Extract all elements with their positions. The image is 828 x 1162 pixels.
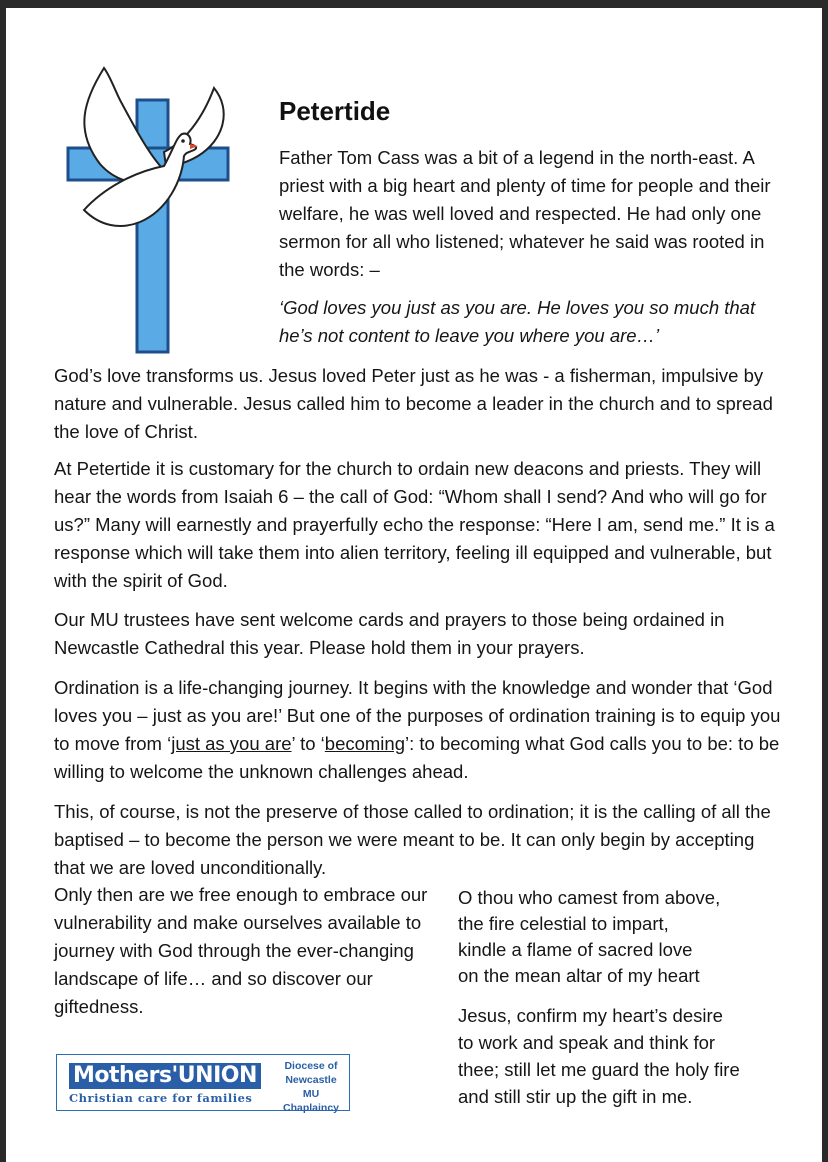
hymn-verse-2 xyxy=(458,1002,788,1110)
hymn-line: and still stir up the gift in me. xyxy=(458,1086,693,1107)
body-paragraph-3: Our MU trustees have sent welcome cards and prayers to those being ordained in Newcastle Cathedral this year. Please hold them in your prayers. xyxy=(54,609,725,658)
hymn-line: the fire celestial to impart, xyxy=(458,913,669,934)
hymn-line: thee; still let me guard the holy fire xyxy=(458,1059,740,1080)
mu-logo-wordmark: Mothers'UNION xyxy=(69,1063,261,1089)
body-paragraph-4 xyxy=(54,674,784,786)
mu-side-line: Diocese of xyxy=(284,1060,338,1072)
body-paragraph-1: God’s love transforms us. Jesus loved Peter just as he was - a fisherman, impulsive by nature and vulnerable. Jesus called him to become a leader in the church and to spread the love of Christ. xyxy=(54,365,773,442)
mu-side-line: MU Chaplaincy xyxy=(282,1088,340,1114)
body4-underlined-1: just as you are xyxy=(171,733,292,754)
hymn-line: kindle a flame of sacred love xyxy=(458,939,693,960)
mu-logo-tagline: Christian care for families xyxy=(69,1091,253,1105)
body4-text-3: ’: to becoming what God calls you to be: to be willing to welcome the unknown challenges ahead. xyxy=(54,733,780,782)
body4-text-1: Ordination is a life-changing journey. It begins with the knowledge and wonder that ‘God loves you – just as you are!’ But one of the purposes of ordination training is to equip you to move from ‘ xyxy=(54,677,781,754)
body-paragraph-6: Only then are we free enough to embrace our vulnerability and make ourselves available to journey with God through the ever-changing landscape of life… and so discover our giftedness. xyxy=(54,884,428,1017)
body-paragraph-5: This, of course, is not the preserve of those called to ordination; it is the calling of all the baptised – to become the person we were meant to be. It can only begin by accepting that we are loved unconditionally. xyxy=(54,801,771,878)
body4-text-2: ’ to ‘ xyxy=(291,733,325,754)
cross-and-dove-icon xyxy=(64,60,244,356)
mothers-union-logo xyxy=(56,1054,350,1114)
body-paragraph-2: At Petertide it is customary for the church to ordain new deacons and priests. They will hear the words from Isaiah 6 – the call of God: “Whom shall I send? And who will go for us?” Many will earnestly and prayerfully echo the response: “Here I am, send me.” It is a response which will take them into alien territory, feeling ill equipped and vulnerable, but with the spirit of God. xyxy=(54,458,775,591)
hymn-line: on the mean altar of my heart xyxy=(458,965,700,986)
body4-underlined-2: becoming xyxy=(324,733,405,754)
document-page xyxy=(6,8,822,1162)
mu-chaplaincy-label xyxy=(275,1059,347,1115)
intro-paragraph: Father Tom Cass was a bit of a legend in the north-east. A priest with a big heart and plenty of time for people and their welfare, he was well loved and respected. He had only one sermon for all who listened; whatever he said was rooted in the words: – xyxy=(279,147,771,280)
page-title: Petertide xyxy=(279,96,391,126)
mu-side-line: Newcastle xyxy=(285,1074,337,1086)
hymn-line: to work and speak and think for xyxy=(458,1032,716,1053)
hymn-verse-1 xyxy=(458,885,788,989)
quote-paragraph: ‘God loves you just as you are. He loves you so much that he’s not content to leave you where you are…’ xyxy=(279,297,756,346)
hymn-line: Jesus, confirm my heart’s desire xyxy=(458,1005,723,1026)
hymn-line: O thou who camest from above, xyxy=(458,887,721,908)
